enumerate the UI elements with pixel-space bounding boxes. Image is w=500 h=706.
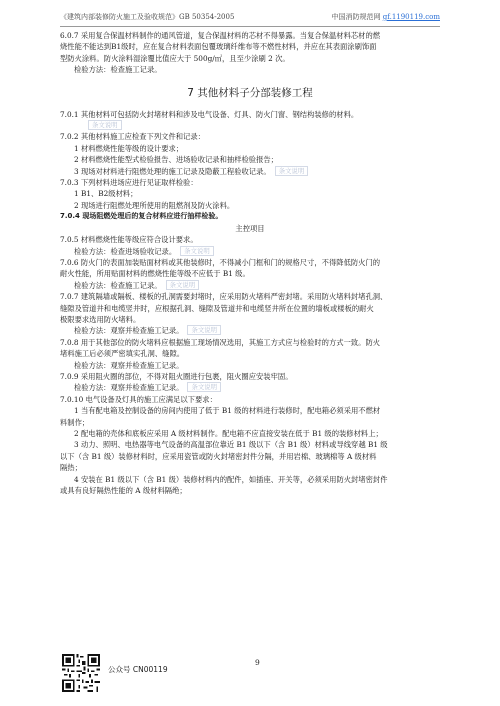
list-item-continued: 以下（含 B1 级）装修材料时，应采用瓷管或防火封堵密封件分隔，并用岩棉、玻璃棉等 A 级材料	[60, 451, 377, 461]
header-site-name: 中国消防规范网	[331, 13, 383, 21]
clause-explanation-link[interactable]: 条文说明	[180, 246, 214, 256]
list-item: 1 当有配电箱及控制设备的房间内使用了低于 B1 级的材料进行装修时，配电箱必须采用不燃材	[74, 406, 381, 416]
clause-708: 7.0.8 用于其他部位的防火堵料应根据施工现场情况选用，其施工方式应与检验时的方式一致。防火	[60, 337, 381, 347]
list-item: 2 材料燃烧性能型式检验报告、进场验收记录和抽样检验报告；	[74, 155, 278, 165]
clause-710: 7.0.10 电气设备及灯具的施工应满足以下要求：	[60, 394, 217, 404]
clause-explanation-link[interactable]: 条文说明	[187, 325, 221, 335]
clause-607-line: 6.0.7 采用复合保温材料制作的通风管道，复合保温材料的芯材不得暴露。当复合保温材料芯材的燃	[60, 31, 381, 40]
inspection-method: 检验方法：检查施工记录。	[74, 65, 162, 75]
clause-706: 7.0.6 防火门的表面加装贴面材料或其他装修时，不得减小门框和门的规格尺寸，不得降低防火门的	[60, 257, 381, 267]
page-number: 9	[255, 658, 260, 667]
clause-708-line: 堵料施工后必须严密填实孔洞、缝隙。	[60, 349, 185, 359]
list-item-continued: 隔热；	[60, 463, 82, 473]
list-item: 1 B1、B2级材料；	[74, 189, 138, 199]
clause-704: 7.0.4 现场阻燃处理后的复合材料应进行抽样检验。	[60, 212, 223, 221]
list-item: 3 动力、照明、电热器等电气设备的高温部位靠近 B1 级以下（含 B1 级）材料或导线穿越 B1 级	[74, 440, 388, 450]
clause-607-line: 型防火涂料。防火涂料湿涂覆比值应大于 500g/㎡，且至少涂刷 2 次。	[60, 53, 290, 63]
list-item: 3 现场对材料进行阻燃处理的施工记录及隐蔽工程验收记录。 条文说明	[60, 166, 440, 177]
inspection-method: 检验方法：观察并检查施工记录。 条文说明	[60, 382, 440, 393]
inspection-method: 检验方法：检查进场验收记录。 条文说明	[60, 246, 440, 257]
page-footer	[60, 654, 440, 694]
clause-explanation-link[interactable]: 条文说明	[88, 120, 122, 130]
header-site	[332, 10, 440, 24]
clause-707-line: 缝隙及管道井和电缆竖井时，应根据孔洞、缝隙及管道井和电缆竖井所在位置的墙板或楼板的耐火	[60, 303, 374, 313]
document-body	[60, 30, 440, 496]
list-item-continued: 料制作；	[60, 417, 90, 427]
clause-705: 7.0.5 材料燃烧性能等级应符合设计要求。	[60, 235, 198, 245]
clause-702: 7.0.2 其他材料施工应检查下列文件和记录：	[60, 132, 205, 142]
clause-607-line: 烧性能不能达到B1级时，应在复合材料表面包覆玻璃纤维布等不燃性材料，并应在其表面涂刷饰面	[60, 42, 377, 52]
inspection-method: 检验方法：检查施工记录。 条文说明	[60, 280, 440, 291]
clause-701: 7.0.1 其他材料可包括防火封堵材料和涉及电气设备、灯具、防火门窗、钢结构装修的材料。	[60, 109, 359, 119]
clause-709: 7.0.9 采用阻火圈的部位，不得对阻火圈进行包裹，阻火圈应安装牢固。	[60, 371, 293, 381]
inspection-method: 检验方法：观察并检查施工记录。	[74, 360, 184, 370]
page-header	[60, 10, 440, 27]
list-item: 4 安装在 B1 级以下（含 B1 级）装修材料内的配件，如插座、开关等，必须采用防火封堵密封件	[74, 474, 388, 484]
clause-706-line: 耐火性能，所用贴面材料的燃烧性能等级不应低于 B1 级。	[60, 269, 250, 279]
clause-explanation-link[interactable]: 条文说明	[275, 166, 309, 176]
header-standard-title: 《建筑内部装修防火施工及验收规范》GB 50354-2005	[60, 13, 235, 21]
list-item: 2 现场进行阻燃处理所使用的阻燃剂及防火涂料。	[74, 200, 235, 210]
main-control-items-heading: 主控项目	[235, 223, 265, 233]
clause-707: 7.0.7 建筑隔墙或隔板、楼板的孔洞需要封堵时，应采用防火堵料严密封堵。采用防火堵料封堵孔洞、	[60, 292, 388, 302]
list-item: 2 配电箱的壳体和底板应采用 A 级材料制作。配电箱不应直接安装在低于 B1 级的装修材料上；	[74, 429, 383, 438]
section-title: 7 其他材料子分部装修工程	[187, 86, 313, 99]
list-item: 1 材料燃烧性能等级的设计要求；	[74, 143, 184, 153]
qr-code-icon[interactable]	[62, 654, 100, 692]
header-site-link[interactable]: gf.1190119.com	[382, 13, 440, 21]
clause-explanation-link[interactable]: 条文说明	[166, 280, 200, 290]
clause-703: 7.0.3 下列材料进场应进行见证取样检验：	[60, 178, 198, 188]
list-item-continued: 或具有良好隔热性能的 A 级材料隔绝；	[60, 486, 187, 496]
clause-707-line: 极限要求选用防火堵料。	[60, 314, 141, 324]
wechat-account-label: 公众号 CN00119	[108, 665, 168, 674]
inspection-method: 检验方法：观察并检查施工记录。 条文说明	[60, 325, 440, 336]
clause-explanation-link[interactable]: 条文说明	[187, 382, 221, 392]
